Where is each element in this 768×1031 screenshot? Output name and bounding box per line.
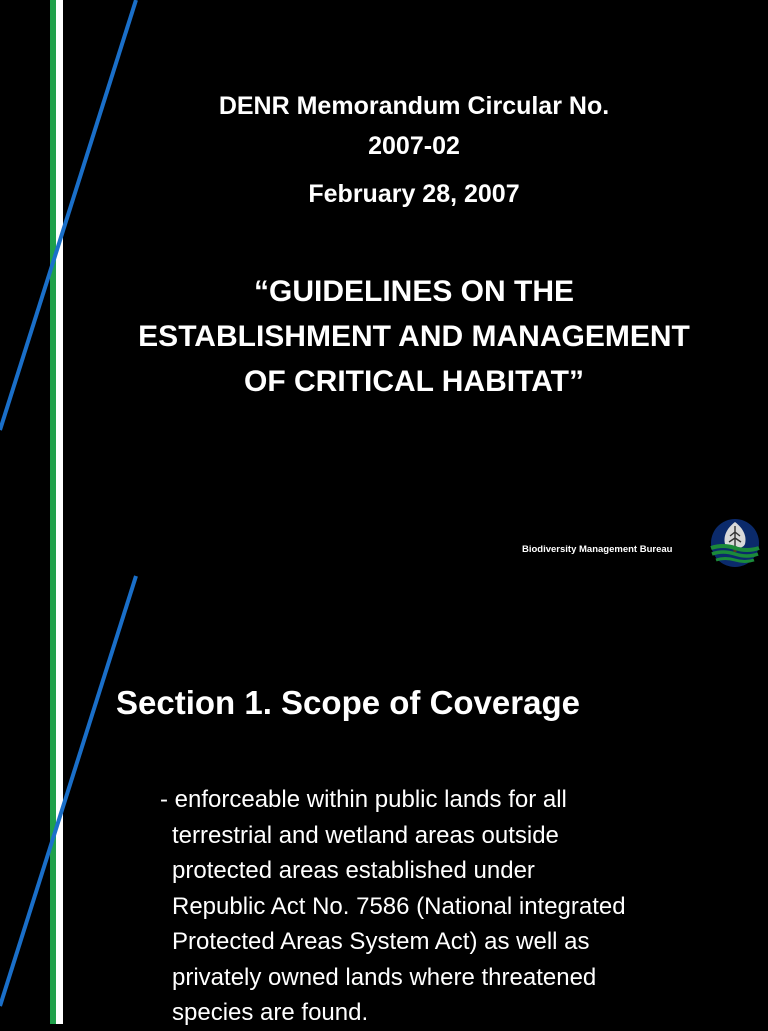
scope-line: - enforceable within public lands for all [160,786,567,813]
circular-number-line2: 2007-02 [368,132,460,160]
scope-line: protected areas established under [172,857,535,884]
section-title: Section 1. Scope of Coverage [116,684,580,721]
biodiversity-logo-icon [708,518,764,568]
scope-line: privately owned lands where threatened [172,963,597,991]
bureau-label: Biodiversity Management Bureau [522,544,673,555]
circular-date: February 28, 2007 [308,180,520,208]
scope-description [160,782,735,1031]
scope-line: Republic Act No. 7586 (National integrated [172,892,626,920]
blue-diagonal-line [0,576,136,1006]
guideline-title-line1: “GUIDELINES ON THE [253,275,575,308]
scope-line: species are found. [172,999,369,1026]
slide-title [0,0,768,512]
slide-decoration [0,0,768,512]
guideline-title-line3: OF CRITICAL HABITAT” [244,365,584,398]
guideline-title-line2: ESTABLISHMENT AND MANAGEMENT [138,320,690,353]
scope-line: Protected Areas System Act) as well as [172,928,590,955]
circular-number-line1: DENR Memorandum Circular No. [218,92,610,120]
white-vertical-bar [56,512,63,1024]
green-vertical-bar [50,512,56,1024]
scope-line: terrestrial and wetland areas outside [172,821,559,849]
